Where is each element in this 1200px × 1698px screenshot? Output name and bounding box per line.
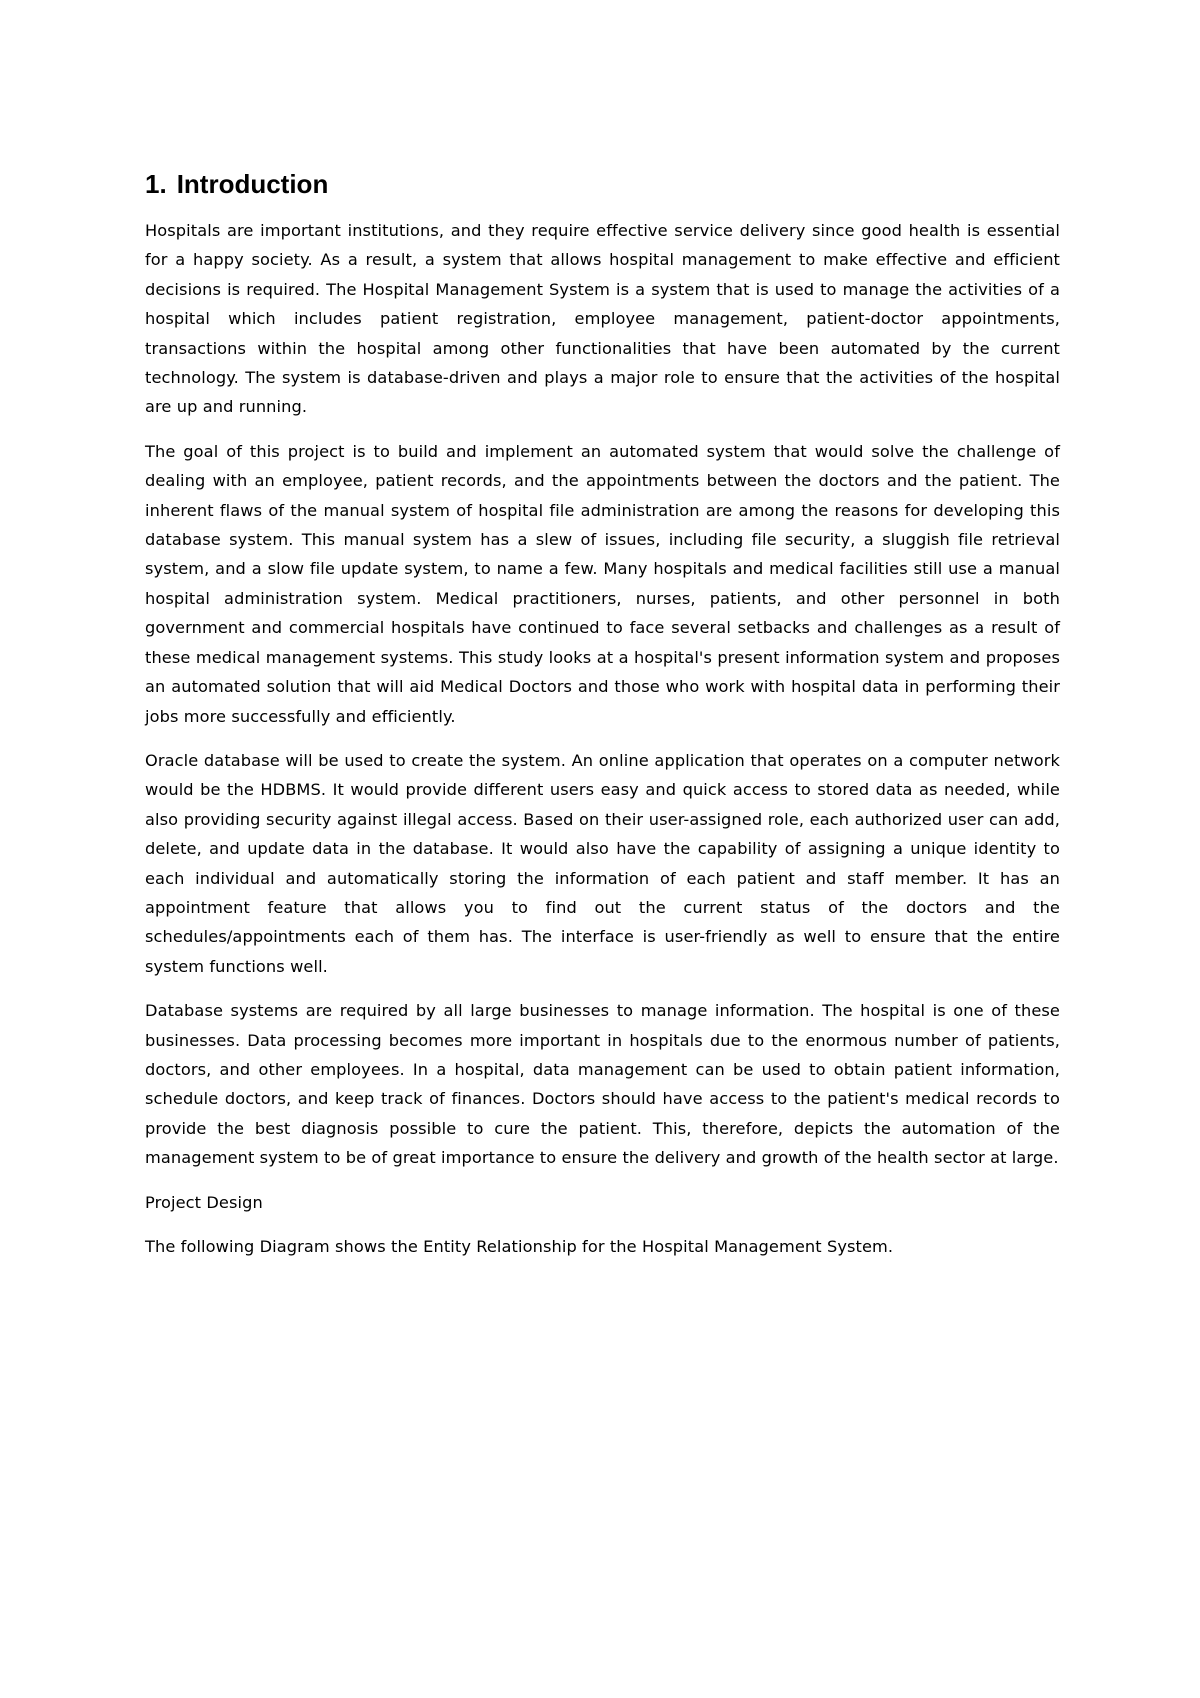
- document-page: [145, 168, 1060, 1276]
- section-number: 1.: [145, 169, 167, 199]
- section-heading: [145, 168, 1060, 200]
- paragraph-intro-4: Database systems are required by all large businesses to manage information. The hospital is one of these businesses. Data processing becomes more important in hospitals due to the enormous number of patients, doctors, and other employees. In a hospital, data management can be used to obtain patient information, schedule doctors, and keep track of finances. Doctors should have access to the patient's medical records to provide the best diagnosis possible to cure the patient. This, therefore, depicts the automation of the management system to be of great importance to ensure the delivery and growth of the health sector at large.: [145, 1001, 1060, 1168]
- paragraph-intro-3: Oracle database will be used to create the system. An online application that operates on a computer network would be the HDBMS. It would provide different users easy and quick access to stored data as needed, while also providing security against illegal access. Based on their user-assigned role, each authorized user can add, delete, and update data in the database. It would also have the capability of assigning a unique identity to each individual and automatically storing the information of each patient and staff member. It has an appointment feature that allows you to find out the current status of the doctors and the schedules/appointments each of them has. The interface is user-friendly as well to ensure that the entire system functions well.: [145, 750, 1060, 976]
- section-title: Introduction: [176, 169, 329, 199]
- paragraph-diagram-intro: The following Diagram shows the Entity Relationship for the Hospital Management System.: [145, 1237, 894, 1256]
- paragraph-intro-2: The goal of this project is to build and implement an automated system that would solve the challenge of dealing with an employee, patient records, and the appointments between the doctors and the patient. The inherent flaws of the manual system of hospital file administration are among the reasons for developing this database system. This manual system has a slew of issues, including file security, a sluggish file retrieval system, and a slow file update system, to name a few. Many hospitals and medical facilities still use a manual hospital administration system. Medical practitioners, nurses, patients, and other personnel in both government and commercial hospitals have continued to face several setbacks and challenges as a result of these medical management systems. This study looks at a hospital's present information system and proposes an automated solution that will aid Medical Doctors and those who work with hospital data in performing their jobs more successfully and efficiently.: [145, 441, 1060, 726]
- subheading-project-design: Project Design: [145, 1192, 263, 1212]
- paragraph-intro-1: Hospitals are important institutions, and they require effective service delivery since good health is essential for a happy society. As a result, a system that allows hospital management to make effective and efficient decisions is required. The Hospital Management System is a system that is used to manage the activities of a hospital which includes patient registration, employee management, patient-doctor appointments, transactions within the hospital among other functionalities that have been automated by the current technology. The system is database-driven and plays a major role to ensure that the activities of the hospital are up and running.: [145, 221, 1060, 417]
